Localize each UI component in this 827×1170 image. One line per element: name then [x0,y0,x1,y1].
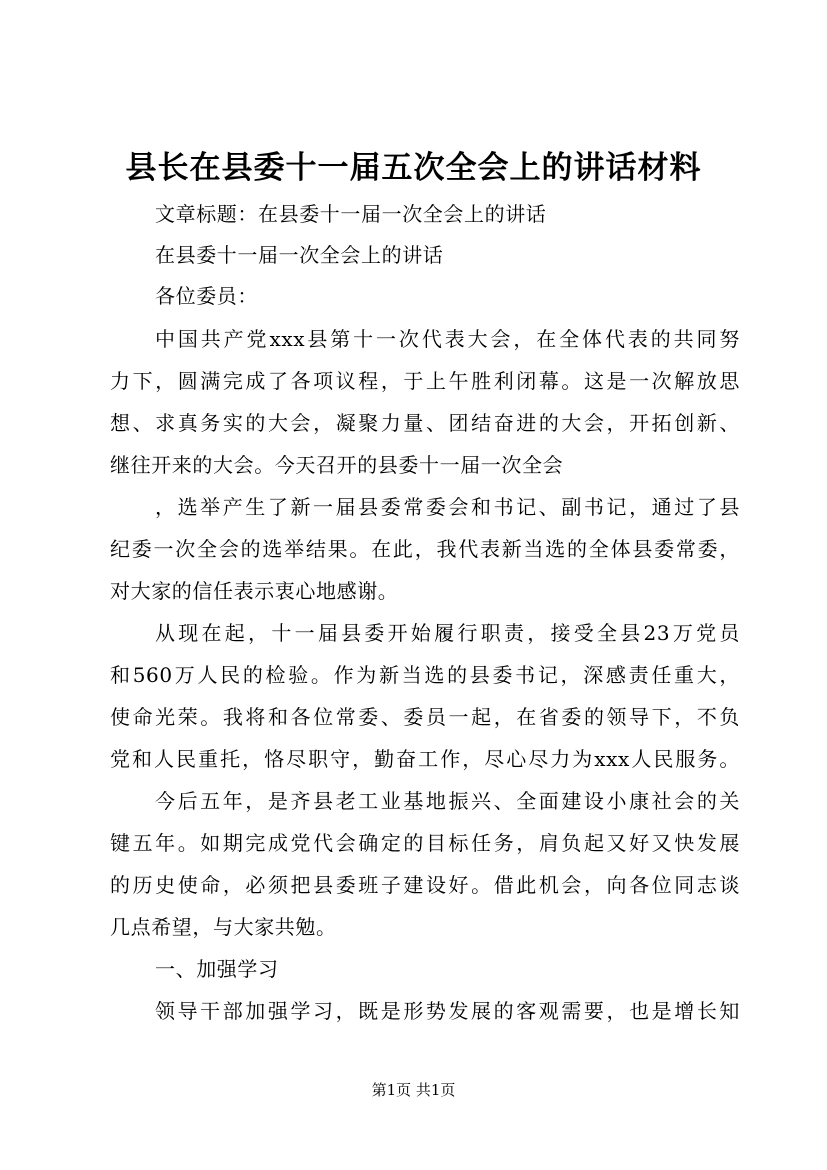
article-title-line: 文章标题：在县委十一届一次全会上的讲话 [155,202,547,226]
salutation-line: 各位委员： [155,284,258,308]
paragraph-line: 想、求真务实的大会，凝聚力量、团结奋进的大会，开拓创新、 [110,411,740,435]
paragraph-line: 对大家的信任表示衷心地感谢。 [110,579,399,603]
page-footer: 第1页 共1页 [371,1081,456,1099]
paragraph-line: 和560万人民的检验。作为新当选的县委书记，深感责任重大， [110,663,740,687]
paragraph-line: 键五年。如期完成党代会确定的目标任务，肩负起又好又快发展 [110,831,740,855]
paragraph-line: 力下，圆满完成了各项议程，于上午胜利闭幕。这是一次解放思 [110,369,740,393]
paragraph-line: 几点希望，与大家共勉。 [110,915,337,939]
paragraph-line: ，选举产生了新一届县委常委会和书记、副书记，通过了县 [155,495,740,519]
paragraph-line: 的历史使命，必须把县委班子建设好。借此机会，向各位同志谈 [110,873,740,897]
section-heading: 一、加强学习 [155,957,279,981]
paragraph-line: 从现在起，十一届县委开始履行职责，接受全县23万党员 [155,621,740,645]
speech-heading-line: 在县委十一届一次全会上的讲话 [155,243,444,267]
paragraph-line: 中国共产党xxx县第十一次代表大会，在全体代表的共同努 [155,327,740,351]
paragraph-line: 领导干部加强学习，既是形势发展的客观需要，也是增长知 [155,999,740,1023]
document-title: 县长在县委十一届五次全会上的讲话材料 [125,150,702,186]
paragraph-line: 继往开来的大会。今天召开的县委十一届一次全会 [110,453,564,477]
paragraph-line: 纪委一次全会的选举结果。在此，我代表新当选的全体县委常委， [110,537,740,561]
paragraph-line: 今后五年，是齐县老工业基地振兴、全面建设小康社会的关 [155,789,740,813]
paragraph-line: 党和人民重托，恪尽职守，勤奋工作，尽心尽力为xxx人民服务。 [110,747,740,771]
paragraph-line: 使命光荣。我将和各位常委、委员一起，在省委的领导下，不负 [110,705,740,729]
